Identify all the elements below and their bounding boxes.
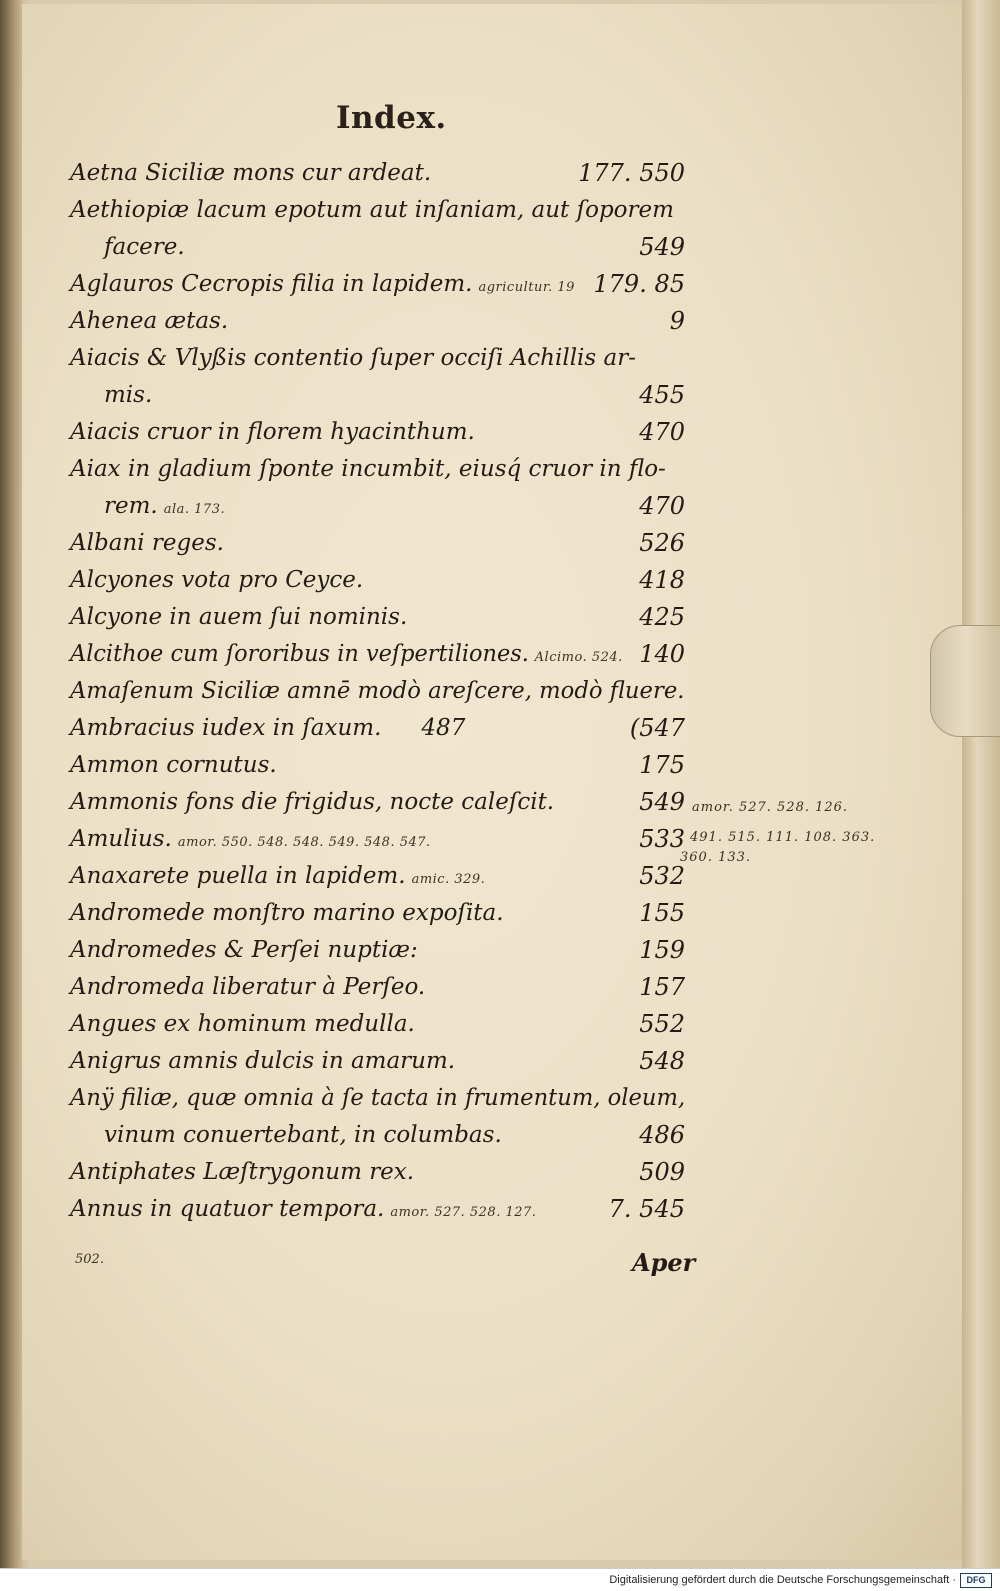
dfg-logo: DFG [960,1573,992,1588]
entry-text: Annus in quatuor tempora. [70,1196,385,1222]
entry-text: Aiacis & Vlyßis contentio ſuper occiſi Achillis ar- [70,345,637,371]
entry-text: Anaxarete puella in lapidem. [70,863,406,889]
entry-text: Angues ex hominum medulla. [70,1011,415,1037]
entry-text: Ahenea ætas. [70,308,229,334]
catchword: Aper [632,1248,696,1277]
index-entry [70,636,685,673]
index-entry [70,340,685,377]
entry-text: facere. [104,234,185,260]
page-reference: 425 [639,603,685,631]
handwritten-note: agricultur. 19 [478,280,575,295]
page-reference: 470 [639,492,685,520]
index-entry [70,414,685,451]
index-entry [70,821,685,858]
index-entry [70,192,685,229]
index-entry [70,377,685,414]
page-reference: 470 [639,418,685,446]
handwritten-note: amic. 329. [411,872,486,887]
index-entry [70,858,685,895]
book-clasp [930,625,1000,737]
handwritten-note: amor. 527. 528. 127. [390,1205,537,1220]
entry-text: Alcyones vota pro Ceyce. [70,567,364,593]
page-reference: 549 [639,233,685,261]
entry-text: Ambracius iudex in ſaxum. [70,715,382,741]
index-entry [70,562,685,599]
entry-text: Aglauros Cecropis filia in lapidem. [70,271,473,297]
page-reference: 7. 545 [608,1195,685,1223]
index-entry [70,784,685,821]
entry-text: Andromeda liberatur à Perſeo. [70,974,426,1000]
index-entry [70,599,685,636]
page-reference: 179. 85 [593,270,685,298]
margin-note: 360. 133. [680,850,752,865]
index-entry [70,1154,685,1191]
page-reference: 418 [639,566,685,594]
index-entry [70,1043,685,1080]
entry-text: Aiacis cruor in florem hyacinthum. [70,419,475,445]
entry-text: Ammonis fons die frigidus, nocte caleſcit. [70,789,555,815]
entry-text: Aiax in gladium ſponte incumbit, eiusq́ cruor in flo- [70,456,666,482]
page-reference: 509 [639,1158,685,1186]
page-reference: 175 [639,751,685,779]
margin-note: amor. 527. 528. 126. [692,800,849,815]
index-entry [70,451,685,488]
page-reference: 177. 550 [578,159,685,187]
entry-text: Aetna Siciliæ mons cur ardeat. [70,160,432,186]
index-entry [70,969,685,1006]
entry-text: Albani reges. [70,530,224,556]
page-reference: 455 [639,381,685,409]
entry-text: Anÿ filiæ, quæ omnia à ſe tacta in frumentum, oleum, [70,1085,686,1111]
previous-page-edge [0,0,22,1568]
index-entry [70,1006,685,1043]
page-reference: 159 [639,936,685,964]
index-entries [70,155,685,1228]
page-reference: (547 [629,714,685,742]
page-reference: 549 [639,788,685,816]
entry-text: Andromedes & Perſei nuptiæ: [70,937,418,963]
index-entry [70,1080,685,1117]
margin-note: 502. [75,1252,104,1267]
index-entry [70,673,685,710]
entry-text: Aethiopiæ lacum epotum aut inſaniam, aut ſoporem [70,197,674,223]
index-entry [70,895,685,932]
entry-text: Ammon cornutus. [70,752,277,778]
handwritten-note: Alcimo. 524. [534,650,623,665]
page-reference: 155 [639,899,685,927]
book-fore-edge [962,0,1000,1568]
page-reference: 548 [639,1047,685,1075]
index-entry [70,525,685,562]
page-reference: 532 [639,862,685,890]
index-entry [70,710,685,747]
handwritten-note: ala. 173. [163,502,226,517]
entry-text: Anigrus amnis dulcis in amarum. [70,1048,456,1074]
entry-text: Alcithoe cum ſororibus in veſpertiliones. [70,641,529,667]
entry-text: Andromede monſtro marino expoſita. [70,900,504,926]
index-entry [70,229,685,266]
page-reference: 157 [639,973,685,1001]
index-entry [70,488,685,525]
page-reference: 9 [669,307,685,335]
index-entry [70,303,685,340]
page-reference: 533 [639,825,685,853]
page-title: Index. [336,100,447,136]
entry-text: Alcyone in auem ſui nominis. [70,604,408,630]
entry-text: Antiphates Læſtrygonum rex. [70,1159,415,1185]
entry-text: vinum conuertebant, in columbas. [104,1122,502,1148]
funding-credit: Digitalisierung gefördert durch die Deutsche Forschungsgemeinschaft · [609,1574,956,1586]
index-entry [70,747,685,784]
footer-bar [0,1568,1000,1591]
entry-inline-number: 487 [421,715,466,741]
index-entry [70,1191,685,1228]
index-entry [70,932,685,969]
entry-text: Amaſenum Siciliæ amnē modò areſcere, modò fluere. [70,678,685,704]
page-reference: 552 [639,1010,685,1038]
page-reference: 526 [639,529,685,557]
index-entry [70,1117,685,1154]
index-entry [70,266,685,303]
entry-text: mis. [104,382,153,408]
margin-note: 491. 515. 111. 108. 363. [690,830,876,845]
index-entry [70,155,685,192]
entry-text: rem. [104,493,158,519]
handwritten-note: amor. 550. 548. 548. 549. 548. 547. [177,835,431,850]
page-reference: 140 [639,640,685,668]
entry-text: Amulius. [70,826,172,852]
page-reference: 486 [639,1121,685,1149]
